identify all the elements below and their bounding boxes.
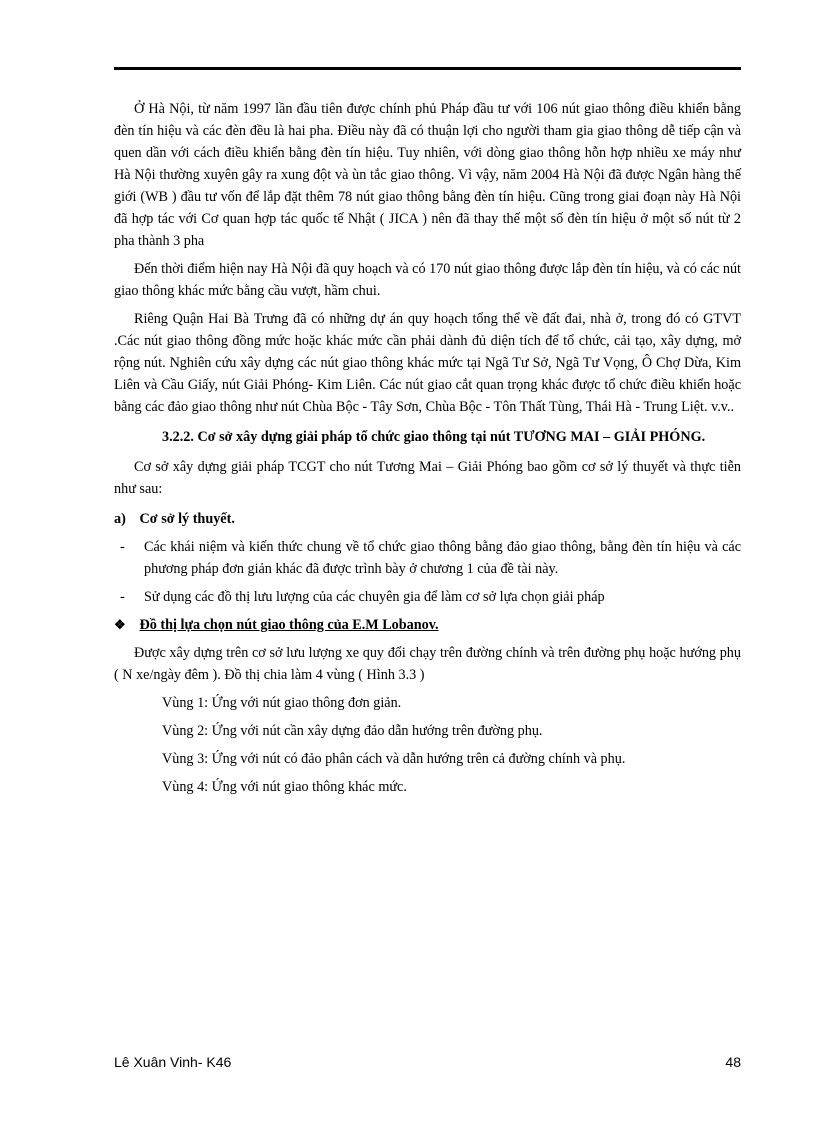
dash-bullet: - — [120, 539, 125, 555]
page-number: 48 — [725, 1054, 741, 1070]
diamond-bullet-icon: ❖ — [114, 617, 126, 632]
header-rule — [114, 67, 741, 70]
zone-item: Vùng 2: Ứng với nút cần xây dựng đảo dẫn hướng trên đường phụ. — [162, 723, 543, 739]
list-item-text: Sử dụng các đồ thị lưu lượng của các chuyên gia để làm cơ sở lựa chọn giải pháp — [144, 589, 605, 605]
zone-item: Vùng 1: Ứng với nút giao thông đơn giản. — [162, 695, 402, 711]
graph-paragraph: Được xây dựng trên cơ sở lưu lượng xe quy đổi chạy trên đường chính và trên đường phụ hoặc hướng phụ ( N xe/ngày đêm ). Đồ thị chia làm 4 vùng ( Hình 3.3 ) — [114, 645, 741, 683]
paragraph-hanoi-current: Đến thời điểm hiện nay Hà Nội đã quy hoạch và có 170 nút giao thông được lắp đèn tín hiệu, và có các nút giao thông khác mức bằng cầu vượt, hầm chui. — [114, 261, 741, 299]
list-item — [114, 536, 741, 580]
section-intro: Cơ sở xây dựng giải pháp TCGT cho nút Tương Mai – Giải Phóng bao gồm cơ sở lý thuyết và thực tiễn như sau: — [114, 459, 741, 497]
footer-author: Lê Xuân Vinh- K46 — [114, 1054, 232, 1070]
subsection-title: Cơ sở lý thuyết. — [139, 511, 235, 527]
paragraph-hai-ba-trung: Riêng Quận Hai Bà Trưng đã có những dự án quy hoạch tổng thể về đất đai, nhà ở, trong đó có GTVT .Các nút giao thông đồng mức hoặc khác mức cần phải dành đủ diện tích để tổ chức, cải tạo, xây dựng, mở rộng nút. Nghiên cứu xây dựng các nút giao thông khác mức tại Ngã Tư Sở, Ngã Tư Vọng, Ô Chợ Dừa, Kim Liên và Cầu Giấy, nút Giải Phóng- Kim Liên. Các nút giao cắt quan trọng khác được tổ chức điều khiển hoặc bằng các đảo giao thông như nút Chùa Bộc - Tây Sơn, Chùa Bộc - Tôn Thất Tùng, Thái Hà - Trung Liệt. v.v.. — [114, 311, 741, 415]
subsection-heading — [114, 508, 741, 530]
subsection-label: a) — [114, 511, 126, 527]
graph-title: Đồ thị lựa chọn nút giao thông của E.M Lobanov. — [139, 617, 439, 633]
page-body — [114, 98, 741, 798]
zone-item: Vùng 4: Ứng với nút giao thông khác mức. — [162, 779, 407, 795]
paragraph-hanoi-history: Ở Hà Nội, từ năm 1997 lần đầu tiên được chính phủ Pháp đầu tư với 106 nút giao thông điều khiển bằng đèn tín hiệu và các đèn đều là hai pha. Điều này đã có thuận lợi cho người tham gia giao thông dễ tiếp cận và quen dần với cách điều khiển bằng đèn tín hiệu. Tuy nhiên, với dòng giao thông hỗn hợp nhiều xe máy như Hà Nội thường xuyên gây ra xung đột và ùn tắc giao thông. Vì vậy, năm 2004 Hà Nội đã được Ngân hàng thế giới (WB ) đầu tư vốn để lắp đặt thêm 78 nút giao thông bằng đèn tín hiệu. Cũng trong giai đoạn này Hà Nội đã hợp tác với Cơ quan hợp tác quốc tế Nhật ( JICA ) nên đã thay thế một số đèn tín hiệu ở một số nút từ 2 pha thành 3 pha — [114, 101, 741, 249]
dash-bullet: - — [120, 589, 125, 605]
bullet-list — [114, 536, 741, 608]
section-heading: 3.2.2. Cơ sở xây dựng giải pháp tổ chức giao thông tại nút TƯƠNG MAI – GIẢI PHÓNG. — [162, 429, 706, 445]
zone-item: Vùng 3: Ứng với nút có đảo phân cách và dẫn hướng trên cả đường chính và phụ. — [162, 751, 626, 767]
list-item-text: Các khái niệm và kiến thức chung về tổ chức giao thông bằng đảo giao thông, bằng đèn tín hiệu và các phương pháp đơn giản khác đã được trình bày ở chương 1 của đề tài này. — [144, 539, 741, 577]
list-item — [114, 586, 741, 608]
diamond-item — [114, 614, 741, 636]
zone-list — [114, 692, 741, 798]
